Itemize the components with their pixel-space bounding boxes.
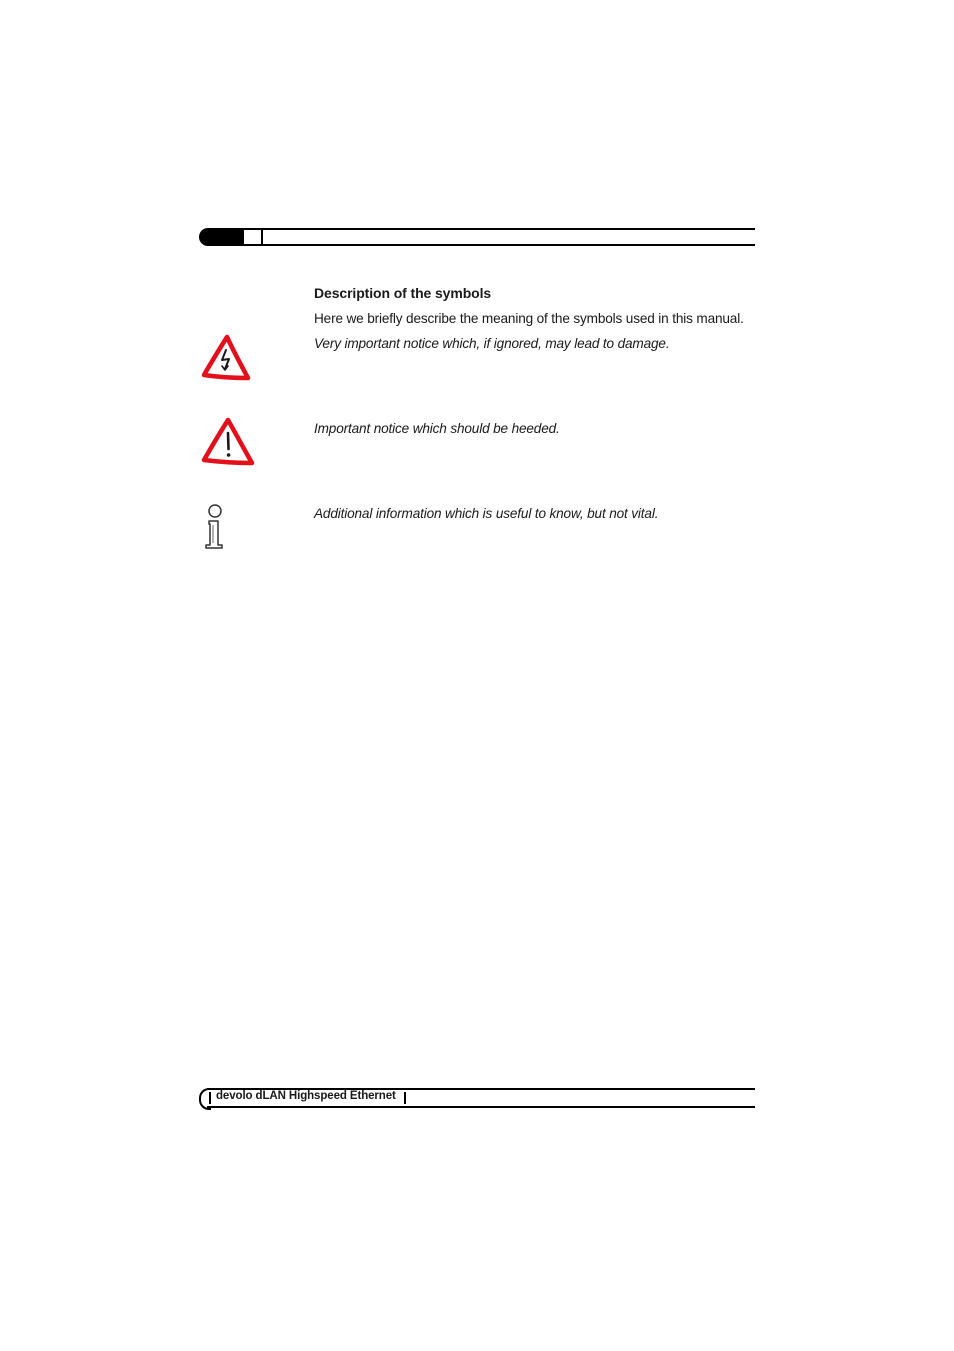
- section-intro: Here we briefly describe the meaning of the symbols used in this manual.: [314, 311, 744, 326]
- danger-triangle-icon: [200, 333, 252, 383]
- symbol-note-info: Additional information which is useful to know, but not vital.: [314, 506, 659, 521]
- warning-triangle-icon: [200, 416, 256, 468]
- header-divider: [261, 228, 263, 246]
- footer-divider-left: [209, 1092, 211, 1104]
- footer-divider-right: [404, 1092, 406, 1104]
- symbol-note-danger: Very important notice which, if ignored, may lead to damage.: [314, 336, 670, 351]
- header-rule-bottom-line: [207, 244, 755, 246]
- footer-product-title: devolo dLAN Highspeed Ethernet: [216, 1090, 396, 1102]
- info-icon: [200, 503, 230, 551]
- symbol-note-warning: Important notice which should be heeded.: [314, 421, 560, 436]
- header-rule-top-line: [207, 228, 755, 230]
- footer-rule-bottom-line: [207, 1106, 755, 1108]
- section-heading: Description of the symbols: [314, 285, 492, 301]
- header-page-tab: [199, 228, 244, 246]
- header-rule: [199, 228, 755, 246]
- footer-rule: [199, 1088, 755, 1108]
